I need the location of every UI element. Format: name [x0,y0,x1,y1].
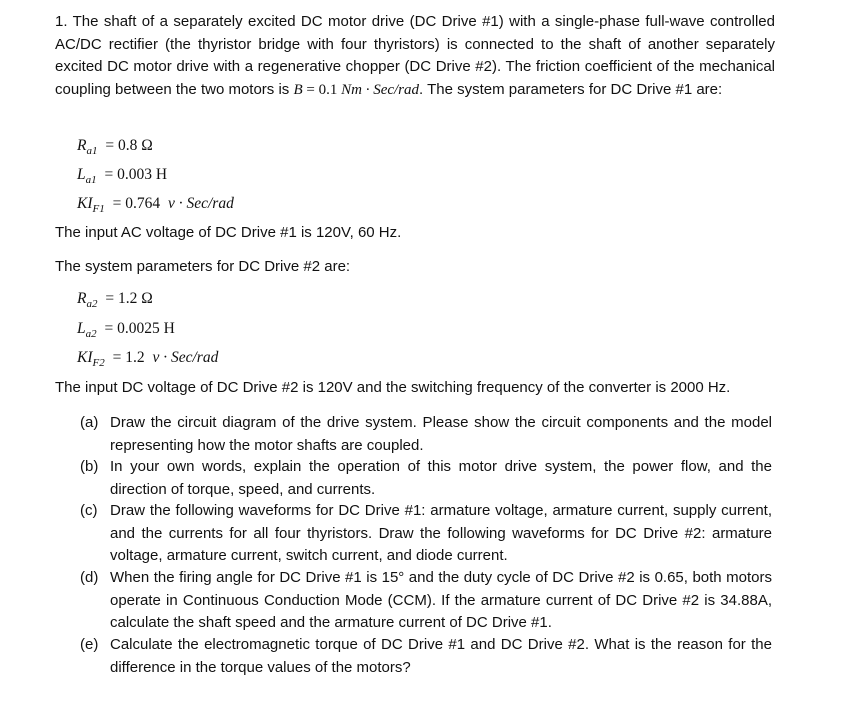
param-value: = 1.2 [112,349,145,366]
intro-paragraph [55,11,775,101]
param-value: = 0.0025 H [104,320,175,337]
param-symbol: KI [77,195,93,212]
drive1-input-note: The input AC voltage of DC Drive #1 is 120V, 60 Hz. [55,224,402,241]
drive2-heading: The system parameters for DC Drive #2 are: [55,258,351,275]
param-subscript: a1 [85,174,97,186]
question-d [80,567,772,635]
param-ra1 [77,137,153,155]
question-b [80,456,772,501]
question-c [80,500,772,568]
param-ra2 [77,290,153,308]
question-e [80,634,772,679]
param-symbol: R [77,137,87,154]
question-a [80,412,772,457]
param-symbol: R [77,290,87,307]
question-label: (b) [80,458,99,475]
question-label: (a) [80,414,99,431]
param-value: = 1.2 Ω [105,290,153,307]
question-label: (c) [80,502,98,519]
question-label: (e) [80,636,99,653]
param-symbol: L [77,320,86,337]
question-text: Calculate the electromagnetic torque of DC Drive #1 and DC Drive #2. What is the reason for the difference in the torque values of the motors? [110,636,772,676]
param-la1 [77,166,167,184]
question-text: Draw the following waveforms for DC Drive #1: armature voltage, armature current, supply current, and the currents for all four thyristors. Draw the following waveforms for DC Drive #2: armature voltage, armature current, switch current, and diode current. [110,502,772,564]
param-subscript: a2 [86,298,98,310]
friction-unit: Nm · Sec/rad [341,81,420,98]
drive2-input-note: The input DC voltage of DC Drive #2 is 120V and the switching frequency of the converter is 2000 Hz. [55,379,731,396]
question-text: When the firing angle for DC Drive #1 is 15° and the duty cycle of DC Drive #2 is 0.65, both motors operate in Continuous Conduction Mode (CCM). If the armature current of DC Drive #2 is 34.88A, calculate the shaft speed and the armature current of DC Drive #1. [110,569,772,631]
intro-text: 1. The shaft of a separately excited DC motor drive (DC Drive #1) with a single-phase full-wave controlled AC/DC rectifier (the thyristor bridge with four thyristors) is connected to the shaft of another separately excited DC motor drive with a regenerative chopper (DC Drive #2). The friction coefficient of the mechanical coupling between the two motors is [55,13,775,98]
friction-symbol: B [293,81,303,98]
param-la2 [77,320,175,338]
friction-value: = 0.1 [306,81,338,98]
param-subscript: a1 [86,145,98,157]
param-value: = 0.003 H [104,166,168,183]
param-unit: v · Sec/rad [152,349,219,366]
param-subscript: a2 [85,328,97,340]
question-text: Draw the circuit diagram of the drive system. Please show the circuit components and the model representing how the motor shafts are coupled. [110,414,772,454]
friction-expression [293,82,419,98]
question-label: (d) [80,569,99,586]
param-kif1 [77,195,234,213]
param-value: = 0.764 [112,195,161,212]
param-symbol: L [77,166,86,183]
param-symbol: KI [77,349,93,366]
param-kif2 [77,349,218,367]
param-unit: v · Sec/rad [167,195,234,212]
question-text: In your own words, explain the operation of this motor drive system, the power flow, and the direction of torque, speed, and currents. [110,458,772,498]
param-subscript: F2 [92,357,105,369]
param-subscript: F1 [92,203,105,215]
intro-text-end: . The system parameters for DC Drive #1 are: [419,80,723,98]
param-value: = 0.8 Ω [105,137,153,154]
